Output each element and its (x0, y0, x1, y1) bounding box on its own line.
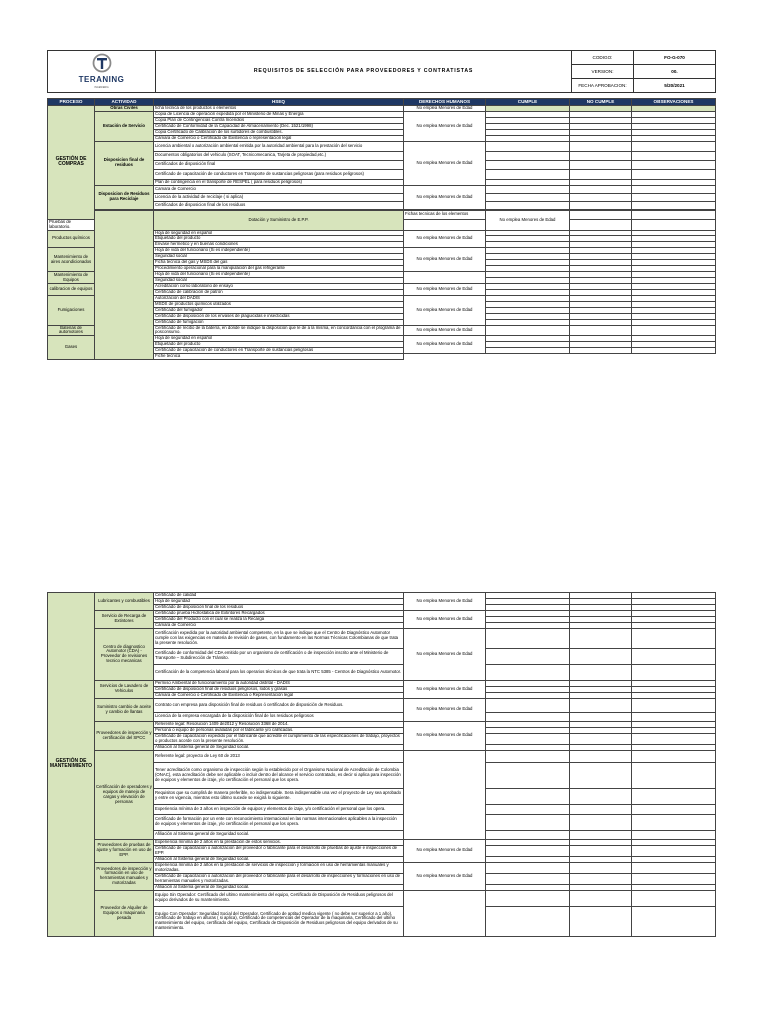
observaciones-cell[interactable] (632, 830, 716, 839)
requirement-cell: Certificado del Producto con el cual se realiza la Recarga (154, 616, 404, 622)
observaciones-cell[interactable] (632, 193, 716, 201)
human-rights-cell: No emplea Menores de Edad (404, 839, 486, 862)
no-cumple-cell[interactable] (570, 141, 632, 151)
requirement-cell: Referente legal: Resolución 1409 de2012 y Resolución 3368 de 2014. (154, 721, 404, 727)
human-rights-cell: No emplea Menores de Edad (404, 111, 486, 141)
observaciones-cell[interactable] (632, 890, 716, 906)
requirement-cell: Cámara de Comercio o Certificado de Existencia o representación legal (154, 135, 404, 141)
activity-cell: Baterias de automotores (48, 325, 95, 336)
requirement-cell: Hoja de seguridad en español (154, 230, 404, 236)
observaciones-cell[interactable] (632, 201, 716, 209)
requirement-cell: Cámara de Comercio o Certificado de Existencia o Representación legal (154, 692, 404, 698)
requirement-cell: Certificado de conformidad del CDA emitido por un organismo de certificación o de inspección inscrito ante el Ministerio de Transporte – Subdirección de Tránsito. (154, 648, 404, 664)
requirement-cell: Copia Plan de Contingencias Contra Incendios (154, 117, 404, 123)
requirement-cell: Plan de contingencia en el transporte de RESPEL ( para residuos peligrosos) (154, 179, 404, 185)
human-rights-cell: No emplea Menores de Edad (404, 325, 486, 336)
requirement-cell: Licencia ambiental o autorización ambiental emitida por la autoridad ambiental para la prestación del servicio (154, 141, 404, 151)
requirement-cell: Certificado de calibración de patrón (154, 289, 404, 295)
human-rights-cell: No emplea Menores de Edad (404, 721, 486, 750)
cumple-cell[interactable] (486, 845, 570, 856)
observaciones-cell[interactable] (632, 664, 716, 680)
no-cumple-cell[interactable] (570, 750, 632, 762)
observaciones-cell[interactable] (632, 325, 716, 336)
activity-cell: Disposicion final de residuos (95, 141, 154, 185)
requirement-cell: Certificado del fumigador (154, 307, 404, 313)
no-cumple-cell[interactable] (632, 210, 716, 219)
requirement-cell: Procedimiento operacional para la manipulación del gas refrigerante (154, 266, 404, 272)
observaciones-cell[interactable] (632, 151, 716, 160)
activity-cell: calibracion de equipos (48, 283, 95, 295)
no-cumple-cell[interactable] (570, 804, 632, 814)
activity-cell: Gases (48, 336, 95, 360)
human-rights-cell: No emplea Menores de Edad (404, 295, 486, 325)
observaciones-cell[interactable] (632, 750, 716, 762)
activity-cell: Obras Civiles (95, 106, 154, 112)
requirement-cell: Camara de Comercio (154, 185, 404, 193)
activity-cell: Estación de Servicio (95, 111, 154, 141)
version-label: VERSION: (572, 65, 634, 79)
requirement-cell: Certificado de capacitación o autorización del proveedor o fabricante para el desarrollo de pruebas de ajuste e inspecciones de EPP. (154, 845, 404, 856)
observaciones-cell[interactable] (632, 185, 716, 193)
requirement-cell: Permiso Ambiental de funcionamiento por la autoridad distrital - DADIS (154, 680, 404, 686)
col-hseq: HSEQ (154, 99, 404, 106)
requirement-cell: Certificado de capacitación de conductores en Transporte de sustancias peligrosas (154, 348, 404, 354)
requirement-cell: Requisitos que su cumplirá de manera preferible, no indispensable. Sera indispensable una vez el proyecto de Ley sea aprobado y entre en vigencia, mientras esto último sucede se exigirá lo siguiente. (154, 788, 404, 804)
activity-cell: Proveedores de pruebas de ajuste y formación en uso de EPP. (95, 839, 154, 862)
no-cumple-cell[interactable] (570, 733, 632, 744)
col-actividad: ACTIVIDAD (95, 99, 154, 106)
requirement-cell: Licencia de la empresa encargada de la disposición final de los residuos peligrosos (154, 712, 404, 721)
no-cumple-cell[interactable] (570, 906, 632, 936)
requirement-cell: Afiliación al Sistema general de Seguridad social. (154, 856, 404, 862)
activity-cell: Proveedor de Alquiler de Equipos o maquinaria pesada (95, 890, 154, 936)
requirement-cell: Equipo Con Operador: Seguridad Social del Operador, Certificado de aptitud medica vigente ( no debe ser superior a 1 año), Certificado de trabajo en alturas ( si aplica), Certificado de competencias del Operador de la maquinaria, Certificado del ultimo mantenimiento del equipo, certificado del equipo, Certificado de Disposición de Residuos peligrosos del equipo derivados de su mantenimiento. (154, 906, 404, 936)
no-cumple-cell[interactable] (570, 185, 632, 193)
requirement-cell: Afiliación al Sistema general de Seguridad social. (154, 744, 404, 750)
cumple-cell[interactable] (486, 788, 570, 804)
cumple-cell[interactable] (486, 830, 570, 839)
human-rights-cell: No emplea Menores de Edad (404, 185, 486, 209)
requirement-cell: Copia Certificado de Calibración de los surtidores de combustibles. (154, 129, 404, 135)
cumple-cell[interactable] (570, 210, 632, 219)
human-rights-cell (404, 272, 486, 284)
cumple-cell[interactable] (486, 762, 570, 788)
activity-cell: Mantenimiento de aires acondicionados (48, 248, 95, 272)
requirement-cell: Certificado de capacitación o autorización del proveedor o fabricante para el desarrollo de inspecciones y formaciones en uso de herramientas manuales y motorizadas. (154, 873, 404, 884)
cumple-cell[interactable] (486, 814, 570, 830)
cumple-cell[interactable] (486, 873, 570, 884)
cumple-cell[interactable] (486, 712, 570, 721)
human-rights-cell: No emplea Menores de Edad (404, 680, 486, 698)
process-cell: GESTIÓN DE MANTENIMIENTO (48, 593, 95, 937)
observaciones-cell[interactable] (632, 628, 716, 648)
fecha-label: FECHA APROBACION: (572, 79, 634, 93)
observaciones-cell[interactable] (632, 762, 716, 788)
requirement-cell: Copia de Licencia de operación expedida por el Ministerio de Minas y Energía (154, 111, 404, 117)
no-cumple-cell[interactable] (570, 762, 632, 788)
human-rights-cell: No emplea Menores de Edad (486, 210, 570, 230)
col-proceso: PROCESO (48, 99, 95, 106)
activity-cell: Suministro cambio de aceite y cambio de llantas (95, 698, 154, 721)
cumple-cell[interactable] (486, 169, 570, 179)
requirement-cell: Experiencia mínima de 3 años en inspección de equipos y elementos de izaje, y/o certificación el personal que los opera. (154, 804, 404, 814)
requirement-cell: Certificado de capacitación expedido por el fabricante que acredite el cumplimiento de las especificaciones de trabajo, proyectos o productos acorde con la presente resolución. (154, 733, 404, 744)
observaciones-cell[interactable] (632, 648, 716, 664)
cumple-cell[interactable] (486, 201, 570, 209)
activity-cell: Proveedores de inspección y formación en uso de herramientas manuales y motorizadas (95, 862, 154, 890)
activity-cell: Fumigaciones (48, 295, 95, 325)
requirement-cell: ficha tecnica de los productos o elementos (154, 106, 404, 112)
cumple-cell[interactable] (486, 325, 570, 336)
requirement-cell: Tener acreditación como organismo de inspección según lo establecido por el Organismo Nacional de Acreditación de Colombia (ONAC), esta acreditación debe ser aplicable o incluir dentro del alcance el servicio contratado, es decir si aplica para inspección de equipos y elementos de izaje, y/o certificación el personal que los opera. (154, 762, 404, 788)
no-cumple-cell[interactable] (570, 698, 632, 712)
requirement-cell: Seguridad social (154, 254, 404, 260)
cumple-cell[interactable] (404, 219, 486, 230)
requirement-cell: Certificado de disposición de los envases de plaguicidas e insecticidas (154, 313, 404, 319)
cumple-cell[interactable] (486, 185, 570, 193)
no-cumple-cell[interactable] (570, 201, 632, 209)
requirement-cell: Hoja de seguridad en español (154, 336, 404, 342)
col-derechos: DERECHOS HUMANOS (404, 99, 486, 106)
no-cumple-cell[interactable] (570, 830, 632, 839)
requirement-cell: Seguridad social (154, 278, 404, 284)
observaciones-cell[interactable] (632, 712, 716, 721)
requirement-cell: Certificado de recibo de la batería, en donde se indique la disposición que le de a la misma, en concordancia con el programa de posconsumo. (154, 325, 404, 336)
requirement-cell: Certificado prueba Hidrostatica de Extintores Recargados (154, 610, 404, 616)
activity-cell: Servicios de Lavadero de Vehiculos (95, 680, 154, 698)
requirement-cell: Certificación expedida por la autoridad ambiental competente, en la que se indique que el Centro de Diagnóstico Automotor cumple con las exigencias en materia de revisión de gases, con fundamento en las Normas Técnicas Colombianas de que trata la presente resolución. (154, 628, 404, 648)
human-rights-cell: No emplea Menores de Edad (404, 141, 486, 185)
requirement-cell: Etiquetado del producto (154, 236, 404, 242)
codigo-label: CODIGO: (572, 51, 634, 65)
human-rights-cell: No emplea Menores de Edad (404, 628, 486, 680)
human-rights-cell: No emplea Menores de Edad (404, 283, 486, 295)
requirements-table-1 (47, 98, 716, 360)
observaciones-cell[interactable] (632, 814, 716, 830)
page-1 (47, 50, 715, 360)
human-rights-cell: No emplea Menores de Edad (404, 230, 486, 248)
requirement-cell: Experiencia mínima de 2 años en la prestación de servicios de inspección y formación en uso de herramientas manuales y motorizadas. (154, 862, 404, 873)
cumple-cell[interactable] (486, 890, 570, 906)
cumple-cell[interactable] (486, 648, 570, 664)
logo (48, 51, 156, 93)
observaciones-cell[interactable] (632, 788, 716, 804)
requirement-cell: Pruebas de laboratorio. (48, 219, 95, 230)
requirement-cell: Certificado de Conformidad de la Capacidad de Almacenamiento (Dec. 1521/1998) (154, 123, 404, 129)
requirement-cell: Hoja de vida del funcionario (Si es independiente) (154, 248, 404, 254)
requirement-cell: Certificado de fumigación (154, 319, 404, 325)
col-cumple: CUMPLE (486, 99, 570, 106)
requirement-cell: Certificación de la competencia laboral para los operarios técnicos de que trata la NTC 5385 - Centros de Diagnóstico Automotor. (154, 664, 404, 680)
no-cumple-cell[interactable] (570, 712, 632, 721)
observaciones-cell[interactable] (632, 733, 716, 744)
fecha-value: 5/20/2021 (634, 79, 716, 93)
human-rights-cell (404, 750, 486, 839)
logo-subtext: INGENIERIA (94, 85, 109, 89)
requirement-cell: Certificado de calidad (154, 593, 404, 599)
requirement-cell: Experiencia mínima de 2 años en la prestación de estos servicios. (154, 839, 404, 845)
requirement-cell: Afiliación al Sistema general de Seguridad social. (154, 884, 404, 890)
no-cumple-cell[interactable] (570, 325, 632, 336)
activity-cell: Proveedores de inspección y certificación del SPCC (95, 721, 154, 750)
no-cumple-cell[interactable] (570, 151, 632, 160)
requirement-cell: Fiche tecnica (154, 354, 404, 360)
no-cumple-cell[interactable] (570, 664, 632, 680)
cumple-cell[interactable] (486, 906, 570, 936)
cumple-cell[interactable] (486, 804, 570, 814)
page-2 (47, 592, 715, 937)
cumple-cell[interactable] (486, 698, 570, 712)
no-cumple-cell[interactable] (570, 219, 632, 230)
requirement-cell: Etiquetado del producto (154, 342, 404, 348)
no-cumple-cell[interactable] (570, 890, 632, 906)
cumple-cell[interactable] (486, 151, 570, 160)
requirement-cell: Certificado de disposición final de los residuos (154, 604, 404, 610)
requirement-cell: Hoja de vida del funcionario (Si es independiente) (154, 272, 404, 278)
requirement-cell: Cámara de Comercio (154, 622, 404, 628)
requirement-cell: Persona o equipo de personas avaladas por el fabricante y/o calificadas. (154, 727, 404, 733)
human-rights-cell: No emplea Menores de Edad (404, 248, 486, 272)
activity-cell: Servicio de Recarga de Extintores (95, 610, 154, 628)
cumple-cell[interactable] (486, 141, 570, 151)
observaciones-cell[interactable] (632, 862, 716, 873)
activity-cell: Centro de diagnostico Automotor (CDA) - Proveedor de revisiones tecnico mecanicas (95, 628, 154, 680)
human-rights-cell (404, 890, 486, 936)
requirement-cell: Ficha tecnica del gas y MSDS del gas (154, 260, 404, 266)
no-cumple-cell[interactable] (570, 648, 632, 664)
activity-cell: Dotación y Suministro de E.P.P. (154, 210, 404, 230)
no-cumple-cell[interactable] (570, 814, 632, 830)
cumple-cell[interactable] (486, 193, 570, 201)
no-cumple-cell[interactable] (570, 628, 632, 648)
observaciones-cell[interactable] (632, 219, 716, 230)
observaciones-cell[interactable] (632, 873, 716, 884)
activity-cell: Productos químicos (48, 230, 95, 248)
requirement-cell: Afiliación al Sistema general de Seguridad social. (154, 830, 404, 839)
requirement-cell: Fichas tecnicas de los elementos (404, 210, 486, 219)
activity-cell: Certificación de operadores y equipos de manejo de cargas y elevación de personas (95, 750, 154, 839)
cumple-cell[interactable] (486, 733, 570, 744)
codigo-value: FO-G-070 (634, 51, 716, 65)
human-rights-cell: No emplea Menores de Edad (404, 698, 486, 721)
human-rights-cell: No emplea Menores de Edad (404, 106, 486, 112)
observaciones-cell[interactable] (632, 698, 716, 712)
col-no-cumple: NO CUMPLE (570, 99, 632, 106)
observaciones-cell[interactable] (632, 845, 716, 856)
observaciones-cell[interactable] (632, 906, 716, 936)
no-cumple-cell[interactable] (570, 845, 632, 856)
cumple-cell[interactable] (486, 160, 570, 169)
teraning-logo-icon (91, 53, 113, 73)
human-rights-cell: No emplea Menores de Edad (404, 593, 486, 611)
observaciones-cell[interactable] (632, 141, 716, 151)
requirement-cell: Licencia de la actividad de reciclaje ( si aplica) (154, 193, 404, 201)
requirement-cell: Hoja de seguridad (154, 599, 404, 605)
human-rights-cell: No emplea Menores de Edad (404, 862, 486, 890)
no-cumple-cell[interactable] (570, 160, 632, 169)
requirement-cell: Certificados de disposicion final de los residuos (154, 201, 404, 209)
activity-cell: Mantenimiento de Equipos (48, 272, 95, 284)
cumple-cell[interactable] (486, 664, 570, 680)
requirement-cell: Certificado de formación por un ente con reconocimiento internacional en las normas internacionales aplicables a la inspección de equipos y elementos de izaje, y/o certificación el personal que los opera. (154, 814, 404, 830)
cumple-cell[interactable] (486, 628, 570, 648)
cumple-cell[interactable] (486, 750, 570, 762)
observaciones-cell[interactable] (632, 169, 716, 179)
human-rights-cell: No emplea Menores de Edad (404, 336, 486, 354)
process-cell: GESTIÓN DE COMPRAS (48, 106, 95, 220)
requirement-cell: Acreditación como laboratorio de ensayo (154, 283, 404, 289)
requirement-cell: Contrato con empresa para disposición final de residuos ó certificados de disposición de Residuos. (154, 698, 404, 712)
no-cumple-cell[interactable] (570, 193, 632, 201)
logo-text: TERANING (78, 75, 125, 85)
requirement-cell: Documentos obligatorios del vehiculo (SOAT, Tecnicomecanica, Tarjeta de propiedad,etc.) (154, 151, 404, 160)
version-value: 00. (634, 65, 716, 79)
activity-cell: Disposicion de Residuos para Reciclaje (95, 185, 154, 209)
no-cumple-cell[interactable] (570, 788, 632, 804)
requirement-cell: Envase hermetico y en buenas condiciones (154, 242, 404, 248)
activity-cell: Lubricantes y combustibles (95, 593, 154, 611)
requirement-cell: Certificado de capacitación de conductores en Transporte de sustancias peligrosas (para residuos peligrosos) (154, 169, 404, 179)
col-observaciones: OBSERVACIONES (632, 99, 716, 106)
requirement-cell: Referente legal: proyecto de Ley 60 de 2013 (154, 750, 404, 762)
observaciones-cell[interactable] (632, 160, 716, 169)
cumple-cell[interactable] (486, 862, 570, 873)
requirement-cell: MSDS de productos químicos utilizados (154, 301, 404, 307)
no-cumple-cell[interactable] (570, 873, 632, 884)
observaciones-cell[interactable] (632, 804, 716, 814)
document-title: REQUISITOS DE SELECCIÓN PARA PROVEEDORES Y CONTRATISTAS (156, 51, 572, 93)
requirement-cell: Certificado de disposición final de residuos peligrosos, lodos y grasas (154, 686, 404, 692)
process-cell (95, 210, 154, 360)
requirement-cell: Autorización del DADIS (154, 295, 404, 301)
human-rights-cell: No emplea Menores de Edad (404, 610, 486, 628)
requirement-cell: Equipo Sin Operador: Certificado del ultimo mantenimiento del equipo, Certificado de Disposición de Residuos peligrosos del equipo derivados de su mantenimiento. (154, 890, 404, 906)
no-cumple-cell[interactable] (570, 862, 632, 873)
requirement-cell: Certificados de disposición final (154, 160, 404, 169)
requirements-table-2 (47, 592, 716, 937)
header-table (47, 50, 716, 93)
no-cumple-cell[interactable] (570, 169, 632, 179)
column-header-row (48, 99, 716, 106)
